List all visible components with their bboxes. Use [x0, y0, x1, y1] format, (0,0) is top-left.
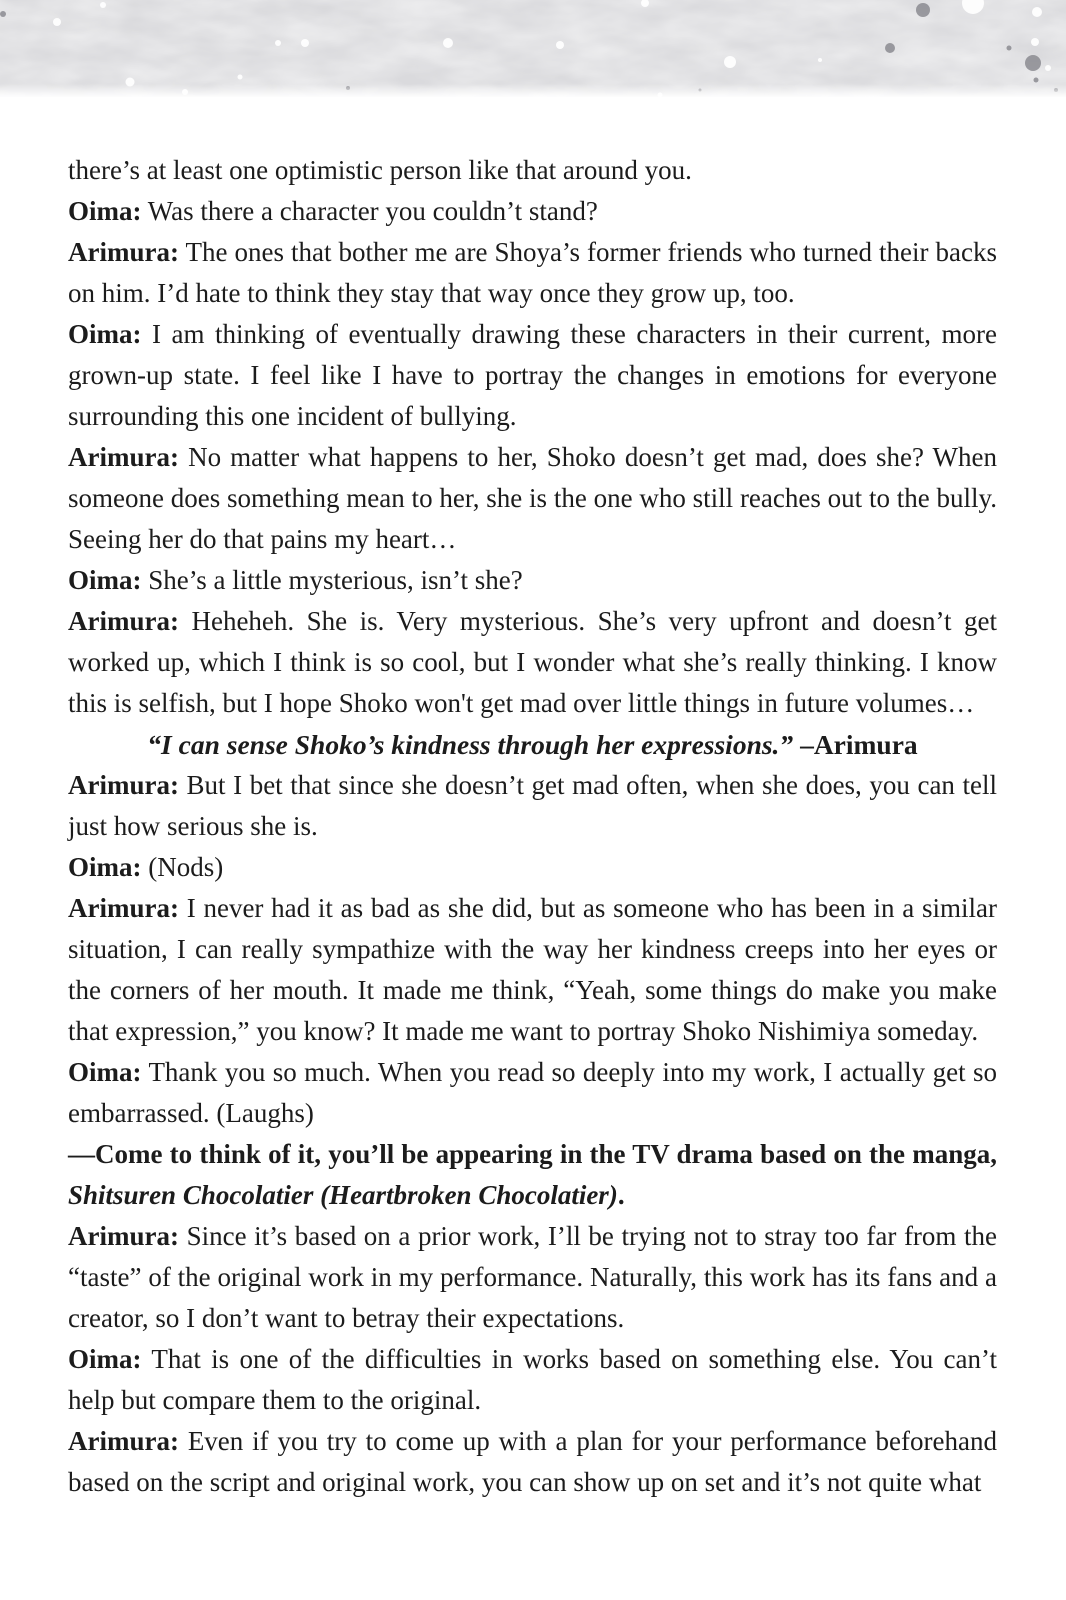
speaker-label: Arimura: — [68, 606, 179, 636]
speaker-label: Arimura: — [68, 1426, 179, 1456]
dialogue-paragraph: Arimura: I never had it as bad as she did, but as someone who has been in a similar situation, I can really sympathize with the way her kindness creeps into her eyes or the corners of her mouth. It made me think, “Yeah, some things do make you make that expression,” you know? It made me want to portray Shoko Nishimiya someday. — [68, 893, 998, 1046]
dialogue-paragraph: Arimura: The ones that bother me are Shoya’s former friends who turned their backs on him. I’d hate to think they stay that way once they grow up, too. — [68, 237, 998, 308]
texture-speck — [238, 75, 243, 80]
texture-speck — [556, 41, 564, 49]
dialogue-paragraph: Oima: Thank you so much. When you read so deeply into my work, I actually get so embarrassed. (Laughs) — [68, 1057, 997, 1128]
interview-text — [68, 150, 997, 1503]
dialogue-paragraph: Oima: (Nods) — [68, 852, 224, 882]
texture-speck — [818, 58, 822, 62]
speaker-label: Arimura: — [68, 770, 179, 800]
texture-speck — [443, 38, 453, 48]
pull-quote-attribution: –Arimura — [793, 729, 918, 760]
dialogue-paragraph: Arimura: Heheheh. She is. Very mysterious. She’s very upfront and doesn’t get worked up, which I think is so cool, but I wonder what she’s really thinking. I know this is selfish, but I hope Shoko won't get mad over little things in future volumes… — [68, 606, 997, 718]
dialogue-paragraph: Arimura: No matter what happens to her, Shoko doesn’t get mad, does she? When someone does something mean to her, she is the one who still reaches out to the bully. Seeing her do that pains my heart… — [68, 442, 998, 554]
speaker-label: Oima: — [68, 319, 142, 349]
speaker-label: Arimura: — [68, 1221, 179, 1251]
texture-speck — [301, 39, 309, 47]
speaker-label: Oima: — [68, 565, 142, 595]
texture-speck — [1007, 46, 1012, 51]
dialogue-paragraph: Oima: She’s a little mysterious, isn’t she? — [68, 565, 523, 595]
speaker-label: Arimura: — [68, 237, 179, 267]
texture-speck — [1032, 7, 1042, 17]
dialogue-paragraph: Oima: I am thinking of eventually drawing these characters in their current, more grown-up state. I feel like I have to portray the changes in emotions for everyone surrounding this one incident of bullying. — [68, 319, 998, 431]
speaker-label: Arimura: — [68, 442, 179, 472]
continuation-paragraph: there’s at least one optimistic person like that around you. — [68, 155, 692, 185]
texture-speck — [724, 56, 736, 68]
texture-speck — [1025, 55, 1041, 71]
dialogue-paragraph: Oima: Was there a character you couldn’t stand? — [68, 196, 598, 226]
speaker-label: Oima: — [68, 1057, 142, 1087]
dialogue-paragraph: Arimura: But I bet that since she doesn’t get mad often, when she does, you can tell just how serious she is. — [68, 770, 997, 841]
texture-speck — [100, 2, 106, 8]
banner-bottom-fade — [0, 84, 1066, 97]
dialogue-paragraph: Arimura: Even if you try to come up with a plan for your performance beforehand based on the script and original work, you can show up on set and it’s not quite what — [68, 1426, 997, 1497]
banner-highlight-layer — [0, 0, 1066, 97]
texture-speck — [1045, 65, 1051, 71]
texture-speck — [0, 11, 6, 17]
manga-title: Shitsuren Chocolatier (Heartbroken Chocolatier) — [68, 1180, 618, 1210]
texture-speck — [885, 43, 895, 53]
speaker-label: Arimura: — [68, 893, 179, 923]
speaker-label: Oima: — [68, 196, 142, 226]
interviewer-question: —Come to think of it, you’ll be appearing in the TV drama based on the manga, Shitsuren Chocolatier (Heartbroken Chocolatier). — [68, 1139, 997, 1210]
pull-quote-text: “I can sense Shoko’s kindness through her expressions.” — [147, 729, 794, 760]
pull-quote — [68, 724, 997, 765]
texture-speck — [275, 40, 281, 46]
speaker-label: Oima: — [68, 1344, 142, 1374]
texture-speck — [1034, 78, 1039, 83]
texture-speck — [916, 3, 930, 17]
dialogue-paragraph: Oima: That is one of the difficulties in works based on something else. You can’t help but compare them to the original. — [68, 1344, 997, 1415]
texture-speck — [53, 18, 61, 26]
texture-speck — [1031, 38, 1039, 46]
speaker-label: Oima: — [68, 852, 142, 882]
header-watercolor-texture — [0, 0, 1066, 97]
dialogue-paragraph: Arimura: Since it’s based on a prior work, I’ll be trying not to stray too far from the “taste” of the original work in my performance. Naturally, this work has its fans and a creator, so I don’t want to betray their expectations. — [68, 1221, 997, 1333]
